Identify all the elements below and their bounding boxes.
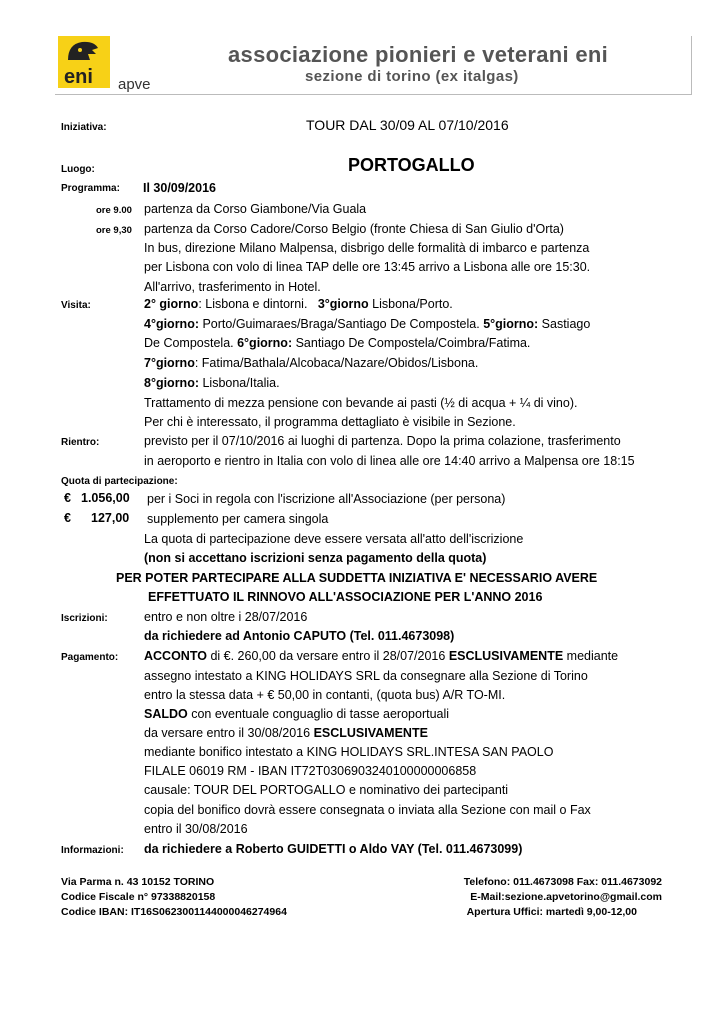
amount-2: 127,00 (91, 511, 130, 525)
label-informazioni: Informazioni: (61, 845, 124, 856)
place-title: PORTOGALLO (348, 155, 475, 175)
label-iniziativa: Iniziativa: (61, 122, 107, 133)
footer-phone: Telefono: 011.4673098 Fax: 011.4673092 (463, 876, 662, 888)
programma-line-5: All'arrivo, trasferimento in Hotel. (144, 280, 321, 294)
pagamento-line-7: FILALE 06019 RM - IBAN IT72T0306903240100000006858 (144, 764, 477, 778)
label-luogo: Luogo: (61, 164, 95, 175)
notice-line-2: EFFETTUATO IL RINNOVO ALL'ASSOCIAZIONE PER L'ANNO 2016 (148, 590, 543, 604)
quota-note-1: La quota di partecipazione deve essere versata all'atto dell'iscrizione (144, 532, 524, 546)
time-2: ore 9,30 (96, 225, 132, 236)
eni-logo (58, 36, 110, 88)
label-pagamento: Pagamento: (61, 652, 119, 663)
footer-address: Via Parma n. 43 10152 TORINO (61, 876, 215, 888)
notice-line-1: PER POTER PARTECIPARE ALLA SUDDETTA INIZIATIVA E' NECESSARIO AVERE (116, 571, 598, 585)
apve-label: apve (118, 76, 151, 93)
quota-desc-1: per i Soci in regola con l'iscrizione all'Associazione (per persona) (147, 492, 506, 506)
iscrizioni-line-1: entro e non oltre i 28/07/2016 (144, 610, 308, 624)
visita-line-4: 7°giorno: Fatima/Bathala/Alcobaca/Nazare/Obidos/Lisbona. (144, 356, 479, 370)
pagamento-line-6: mediante bonifico intestato a KING HOLIDAYS SRL.INTESA SAN PAOLO (144, 745, 554, 759)
rientro-line-1: previsto per il 07/10/2016 ai luoghi di partenza. Dopo la prima colazione, trasferimento (144, 434, 621, 448)
currency-2: € (64, 511, 71, 525)
programma-date: Il 30/09/2016 (143, 181, 216, 195)
amount-1: 1.056,00 (81, 491, 130, 505)
rientro-line-2: in aeroporto e rientro in Italia con volo di linea alle ore 14:40 arrivo a Malpensa ore 18:15 (144, 454, 635, 468)
pagamento-line-1: ACCONTO di €. 260,00 da versare entro il 28/07/2016 ESCLUSIVAMENTE mediante (144, 649, 619, 663)
pagamento-line-9: copia del bonifico dovrà essere consegnata o inviata alla Sezione con mail o Fax (144, 803, 591, 817)
visita-note-1: Trattamento di mezza pensione con bevande ai pasti (½ di acqua + ¼ di vino). (144, 396, 578, 410)
pagamento-line-4: SALDO con eventuale conguaglio di tasse aeroportuali (144, 707, 450, 721)
pagamento-line-10: entro il 30/08/2016 (144, 822, 248, 836)
pagamento-line-8: causale: TOUR DEL PORTOGALLO e nominativo dei partecipanti (144, 783, 509, 797)
pagamento-line-2: assegno intestato a KING HOLIDAYS SRL da consegnare alla Sezione di Torino (144, 669, 588, 683)
informazioni-text: da richiedere a Roberto GUIDETTI o Aldo VAY (Tel. 011.4673099) (144, 842, 523, 856)
programma-line-4: per Lisbona con volo di linea TAP delle ore 13:45 arrivo a Lisbona alle ore 15:30. (144, 260, 591, 274)
label-rientro: Rientro: (61, 437, 100, 448)
svg-text:eni: eni (64, 66, 93, 88)
pagamento-line-5: da versare entro il 30/08/2016 ESCLUSIVAMENTE (144, 726, 428, 740)
visita-line-3: De Compostela. 6°giorno: Santiago De Compostela/Coimbra/Fatima. (144, 336, 531, 350)
programma-line-2: partenza da Corso Cadore/Corso Belgio (fronte Chiesa di San Giulio d'Orta) (144, 222, 564, 236)
footer-codice-fiscale: Codice Fiscale n° 97338820158 (61, 891, 216, 903)
label-quota: Quota di partecipazione: (61, 476, 178, 487)
iscrizioni-line-2: da richiedere ad Antonio CAPUTO (Tel. 011.4673098) (144, 629, 455, 643)
visita-note-2: Per chi è interessato, il programma dettagliato è visibile in Sezione. (144, 415, 516, 429)
tour-title: TOUR DAL 30/09 AL 07/10/2016 (306, 117, 509, 133)
label-programma: Programma: (61, 183, 120, 194)
association-subtitle: sezione di torino (ex italgas) (305, 68, 519, 85)
quota-note-2: (non si accettano iscrizioni senza pagamento della quota) (144, 551, 487, 565)
visita-line-5: 8°giorno: Lisbona/Italia. (144, 376, 280, 390)
label-visita: Visita: (61, 300, 91, 311)
programma-line-1: partenza da Corso Giambone/Via Guala (144, 202, 367, 216)
association-title: associazione pionieri e veterani eni (228, 42, 609, 67)
quota-desc-2: supplemento per camera singola (147, 512, 329, 526)
pagamento-line-3: entro la stessa data + € 50,00 in contanti, (quota bus) A/R TO-MI. (144, 688, 506, 702)
time-1: ore 9.00 (96, 205, 132, 216)
label-iscrizioni: Iscrizioni: (61, 613, 108, 624)
visita-line-1: 2° giorno: Lisbona e dintorni. 3°giorno Lisbona/Porto. (144, 297, 453, 311)
visita-line-2: 4°giorno: Porto/Guimaraes/Braga/Santiago De Compostela. 5°giorno: Sastiago (144, 317, 591, 331)
footer-iban: Codice IBAN: IT16S0623001144000046274964 (61, 906, 287, 918)
footer-email[interactable]: E-Mail:sezione.apvetorino@gmail.com (470, 891, 662, 903)
currency-1: € (64, 491, 71, 505)
programma-line-3: In bus, direzione Milano Malpensa, disbrigo delle formalità di imbarco e partenza (144, 241, 590, 255)
footer-hours: Apertura Uffici: martedì 9,00-12,00 (466, 906, 637, 918)
